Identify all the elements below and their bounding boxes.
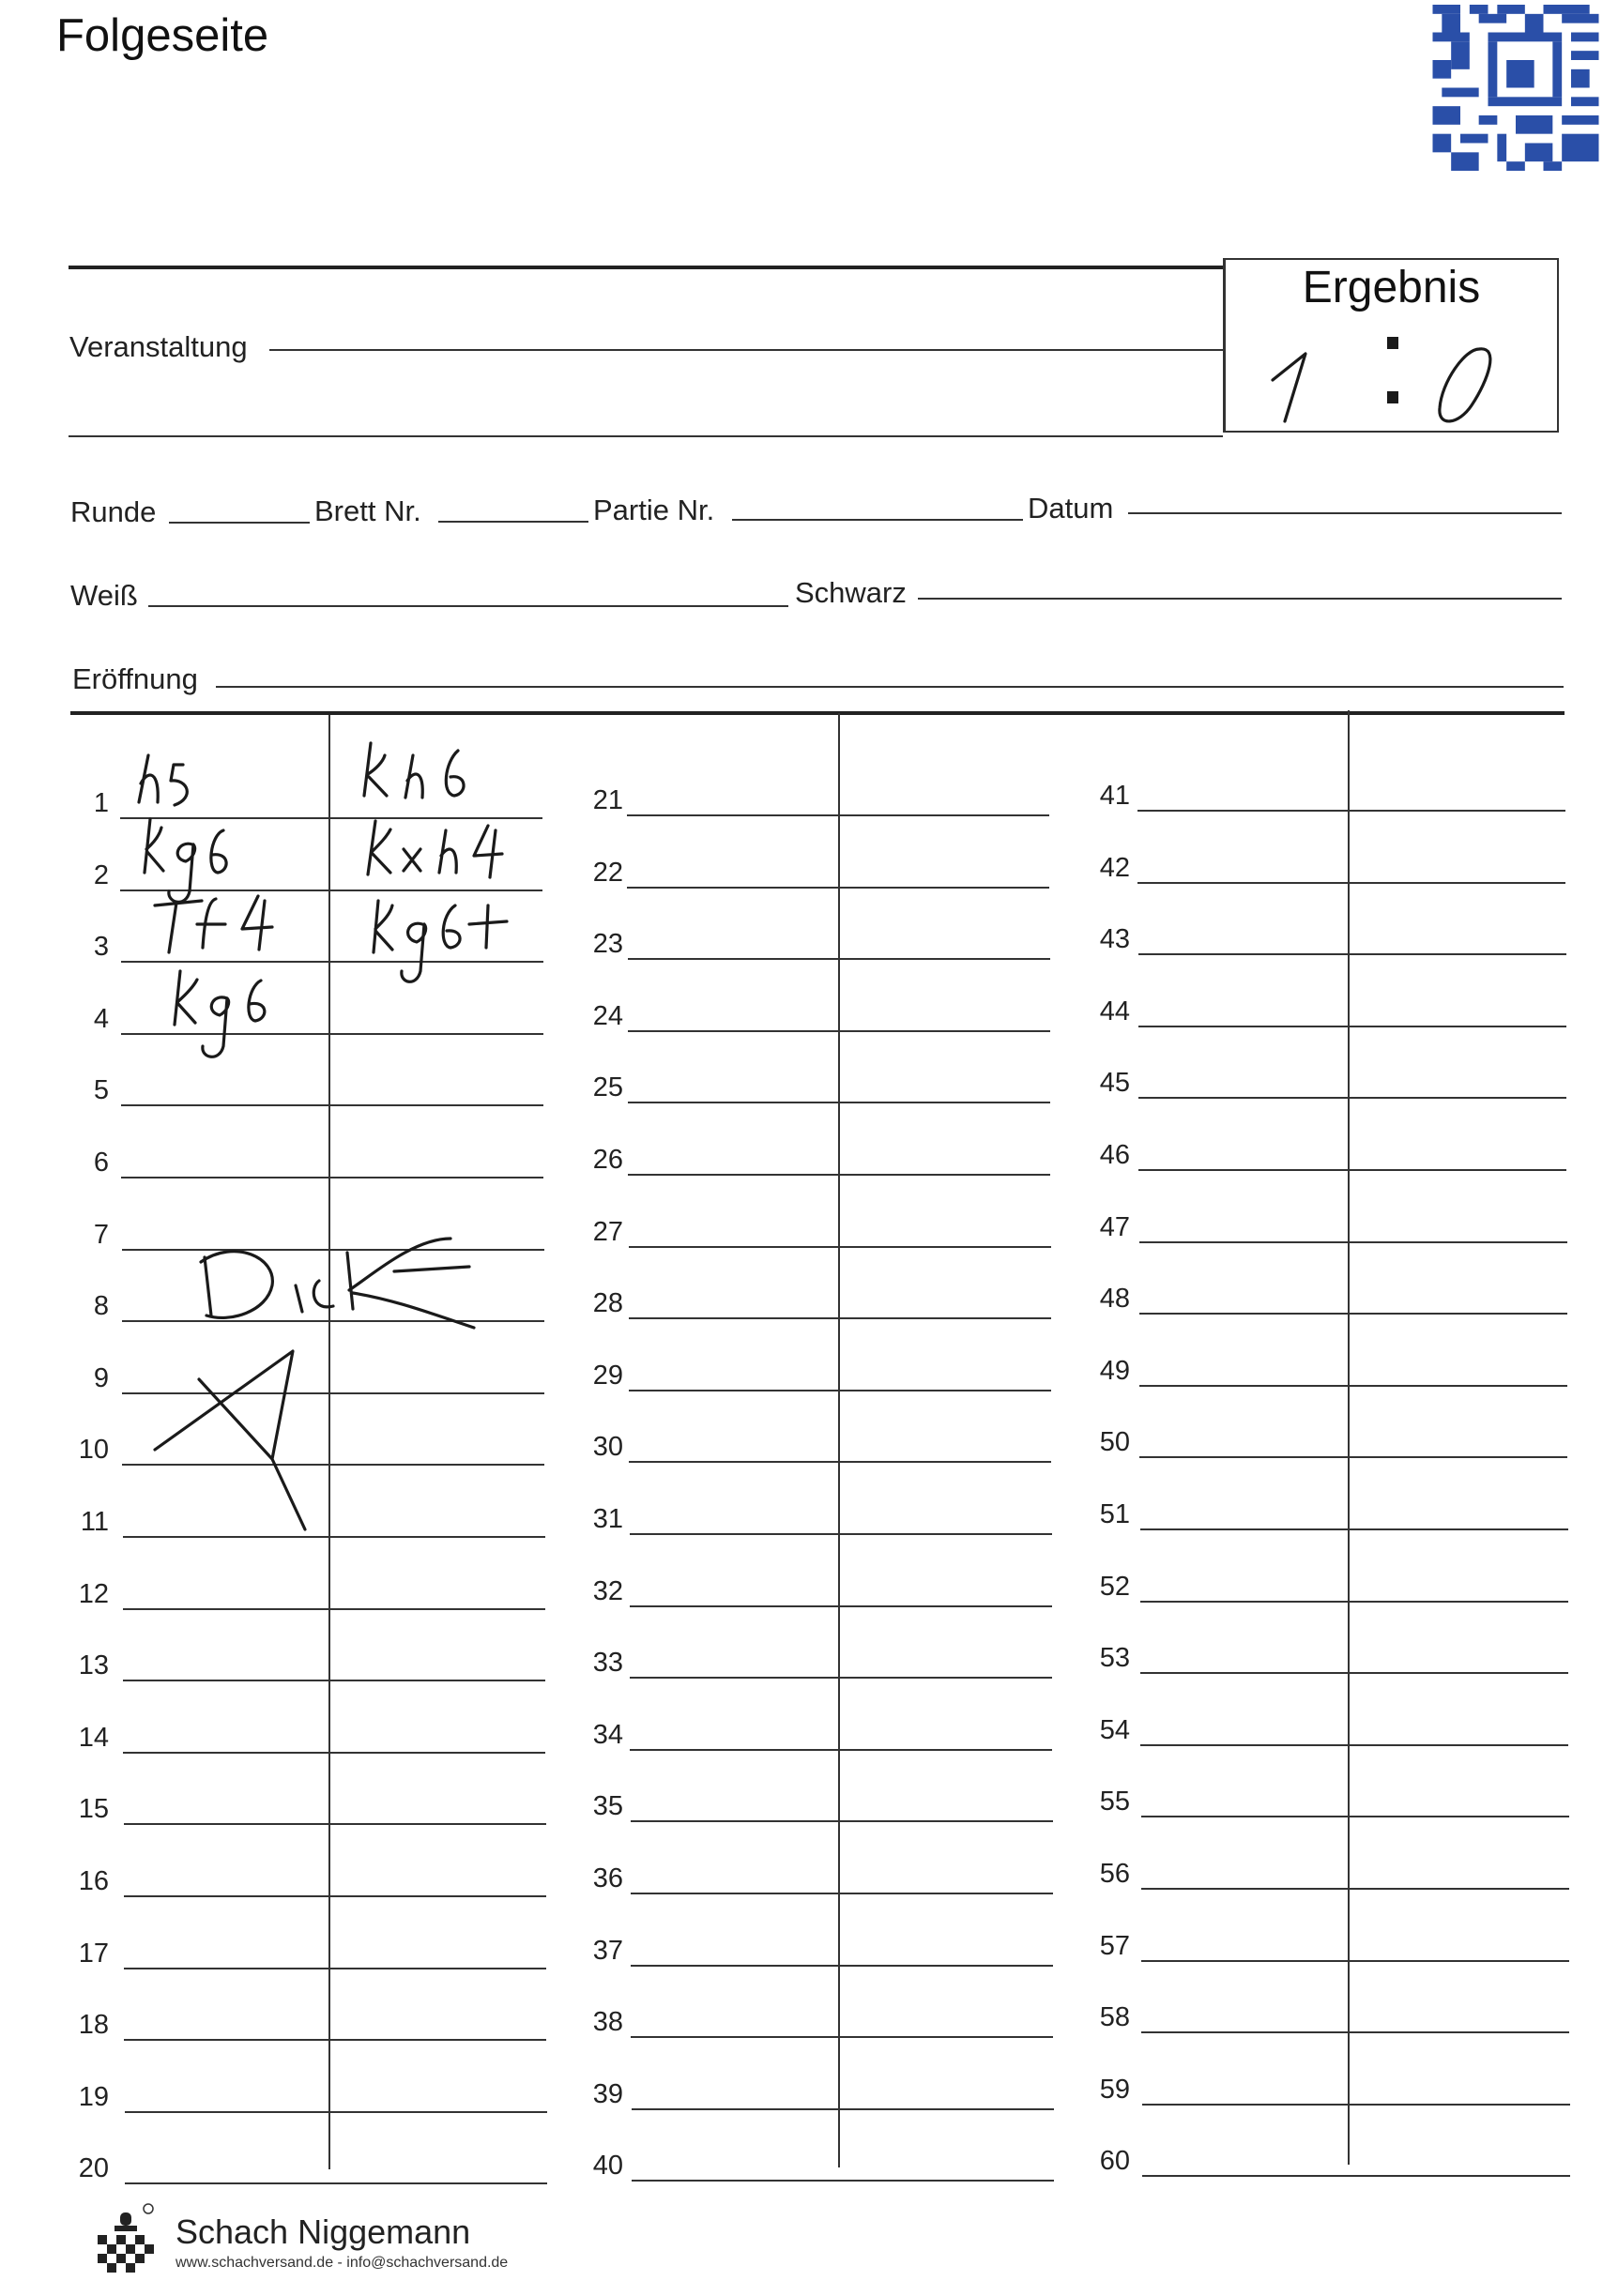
move-number: 40: [592, 2151, 623, 2182]
move-number: 38: [592, 2007, 623, 2038]
move-entry-line[interactable]: [631, 1965, 1053, 1967]
move-number: 59: [1099, 2074, 1130, 2105]
move-number: 36: [592, 1863, 623, 1893]
move-number: 6: [93, 1148, 109, 1178]
move-entry-line[interactable]: [1138, 1026, 1566, 1027]
move-entry-line[interactable]: [125, 2182, 547, 2184]
result-handwriting: [1226, 260, 1562, 434]
move-number: 5: [93, 1075, 109, 1106]
result-box: [1223, 258, 1559, 433]
move-number: 33: [592, 1648, 623, 1679]
move-entry-line[interactable]: [631, 1820, 1053, 1822]
move-number: 39: [592, 2078, 623, 2109]
move-number: 31: [592, 1504, 623, 1534]
move-number: 46: [1099, 1140, 1130, 1170]
move-entry-line[interactable]: [631, 2036, 1053, 2038]
move-entry-line[interactable]: [121, 1033, 543, 1035]
move-entry-line[interactable]: [122, 1392, 544, 1394]
move-entry-line[interactable]: [627, 887, 1049, 889]
move-entry-line[interactable]: [629, 1390, 1051, 1391]
move-number: 20: [78, 2153, 109, 2184]
move-entry-line[interactable]: [1139, 1385, 1567, 1387]
label-round: Runde: [70, 495, 157, 528]
move-entry-line[interactable]: [1141, 1888, 1569, 1890]
move-entry-line[interactable]: [1138, 1169, 1566, 1171]
move-entry-line[interactable]: [121, 1104, 543, 1106]
move-entry-line[interactable]: [121, 1177, 543, 1178]
move-number: 11: [80, 1507, 109, 1537]
move-number: 15: [78, 1794, 109, 1825]
move-entry-line[interactable]: [1137, 882, 1565, 884]
label-date: Datum: [1028, 492, 1114, 525]
move-number: 54: [1099, 1714, 1130, 1745]
move-number: 37: [592, 1935, 623, 1966]
qr-code: [1431, 5, 1600, 171]
chess-logo: [92, 2203, 158, 2278]
label-white: Weiß: [70, 579, 138, 612]
move-number: 18: [78, 2010, 109, 2041]
move-entry-line[interactable]: [1141, 1960, 1569, 1962]
page-title: Folgeseite: [56, 10, 269, 61]
move-entry-line[interactable]: [1140, 1744, 1568, 1746]
move-entry-line[interactable]: [122, 1464, 544, 1466]
label-opening: Eröffnung: [72, 662, 198, 695]
col3-divider: [1348, 710, 1350, 2165]
move-entry-line[interactable]: [630, 1533, 1052, 1535]
move-number: 4: [93, 1003, 109, 1034]
move-number: 45: [1099, 1068, 1130, 1099]
move-entry-line[interactable]: [1140, 1672, 1568, 1674]
move-number: 22: [592, 857, 623, 888]
move-number: 35: [592, 1791, 623, 1822]
header-top-rule: [69, 266, 1223, 269]
move-entry-line[interactable]: [632, 2180, 1054, 2182]
label-black: Schwarz: [795, 576, 907, 609]
move-number: 43: [1099, 924, 1130, 955]
move-number: 13: [78, 1650, 109, 1681]
move-number: 56: [1099, 1859, 1130, 1889]
move-number: 21: [592, 785, 623, 815]
move-number: 52: [1099, 1571, 1130, 1602]
move-entry-line[interactable]: [629, 1317, 1051, 1319]
move-entry-line[interactable]: [1141, 2031, 1569, 2033]
field-event[interactable]: [269, 349, 1223, 351]
move-number: 28: [592, 1288, 623, 1319]
move-entry-line[interactable]: [125, 2111, 547, 2113]
move-entry-line[interactable]: [121, 961, 543, 963]
move-number: 49: [1099, 1355, 1130, 1386]
move-number: 53: [1099, 1643, 1130, 1674]
move-entry-line[interactable]: [1140, 1528, 1568, 1530]
move-entry-line[interactable]: [122, 1320, 544, 1322]
move-number: 25: [592, 1072, 623, 1103]
field-black[interactable]: [918, 598, 1562, 600]
move-entry-line[interactable]: [124, 1968, 546, 1969]
move-entry-line[interactable]: [630, 1605, 1052, 1607]
move-number: 24: [592, 1000, 623, 1031]
move-number: 55: [1099, 1787, 1130, 1817]
move-entry-line[interactable]: [630, 1677, 1052, 1679]
move-entry-line[interactable]: [628, 1102, 1050, 1103]
move-entry-line[interactable]: [124, 1823, 546, 1825]
move-entry-line[interactable]: [1139, 1241, 1567, 1243]
field-white[interactable]: [148, 605, 788, 607]
move-entry-line[interactable]: [628, 1174, 1050, 1176]
move-number: 44: [1099, 996, 1130, 1026]
table-top-rule: [70, 711, 1565, 715]
move-entry-line[interactable]: [124, 2039, 546, 2041]
move-entry-line[interactable]: [120, 890, 542, 891]
move-number: 1: [93, 788, 109, 818]
move-number: 47: [1099, 1211, 1130, 1242]
move-entry-line[interactable]: [1142, 2175, 1570, 2177]
move-number: 7: [93, 1219, 109, 1250]
move-entry-line[interactable]: [1138, 953, 1566, 955]
move-number: 58: [1099, 2002, 1130, 2033]
move-number: 2: [93, 859, 109, 890]
move-number: 17: [78, 1938, 109, 1969]
field-round[interactable]: [169, 522, 310, 524]
move-entry-line[interactable]: [632, 2108, 1054, 2110]
move-entry-line[interactable]: [1138, 1097, 1566, 1099]
move-number: 14: [78, 1722, 109, 1753]
move-entry-line[interactable]: [631, 1893, 1053, 1894]
move-number: 16: [78, 1866, 109, 1896]
move-entry-line[interactable]: [1141, 1816, 1569, 1817]
move-entry-line[interactable]: [627, 814, 1049, 816]
move-number: 30: [592, 1432, 623, 1463]
header-bottom-rule: [69, 435, 1223, 437]
move-entry-line[interactable]: [628, 958, 1050, 960]
move-number: 12: [78, 1578, 109, 1609]
move-number: 29: [592, 1360, 623, 1391]
result-label: Ergebnis: [1302, 263, 1481, 312]
move-entry-line[interactable]: [629, 1246, 1051, 1248]
move-number: 48: [1099, 1284, 1130, 1315]
move-number: 27: [592, 1216, 623, 1247]
move-entry-line[interactable]: [629, 1461, 1051, 1463]
move-number: 19: [78, 2081, 109, 2112]
move-number: 60: [1099, 2146, 1130, 2177]
move-number: 41: [1099, 781, 1130, 811]
move-number: 42: [1099, 852, 1130, 883]
col2-divider: [838, 713, 840, 2167]
move-number: 23: [592, 929, 623, 960]
label-event: Veranstaltung: [69, 330, 248, 363]
move-entry-line[interactable]: [1139, 1313, 1567, 1315]
field-date[interactable]: [1128, 512, 1562, 514]
move-number: 51: [1099, 1499, 1130, 1529]
brand-contact: www.schachversand.de - info@schachversand.de: [176, 2255, 509, 2271]
field-board[interactable]: [438, 521, 588, 523]
move-number: 3: [93, 932, 109, 963]
move-number: 10: [78, 1435, 109, 1466]
brand-name: Schach Niggemann: [176, 2212, 471, 2251]
move-entry-line[interactable]: [123, 1752, 545, 1754]
move-entry-line[interactable]: [1142, 2104, 1570, 2106]
move-entry-line[interactable]: [120, 817, 542, 819]
move-entry-line[interactable]: [124, 1895, 546, 1897]
move-number: 32: [592, 1575, 623, 1606]
move-entry-line[interactable]: [628, 1030, 1050, 1032]
move-entry-line[interactable]: [123, 1608, 545, 1610]
field-opening[interactable]: [216, 686, 1564, 688]
move-entry-line[interactable]: [630, 1749, 1052, 1751]
move-number: 26: [592, 1145, 623, 1175]
move-entry-line[interactable]: [1140, 1601, 1568, 1603]
move-number: 50: [1099, 1427, 1130, 1458]
label-board: Brett Nr.: [314, 494, 421, 527]
field-game[interactable]: [732, 519, 1023, 521]
move-entry-line[interactable]: [1139, 1456, 1567, 1458]
move-number: 34: [592, 1719, 623, 1750]
move-entry-line[interactable]: [123, 1536, 545, 1538]
move-entry-line[interactable]: [123, 1680, 545, 1681]
move-entry-line[interactable]: [1137, 810, 1565, 812]
label-game: Partie Nr.: [593, 494, 715, 526]
move-number: 57: [1099, 1930, 1130, 1961]
move-entry-line[interactable]: [122, 1249, 544, 1251]
move-number: 9: [93, 1362, 109, 1393]
move-number: 8: [93, 1291, 109, 1322]
col1-divider: [328, 715, 330, 2169]
